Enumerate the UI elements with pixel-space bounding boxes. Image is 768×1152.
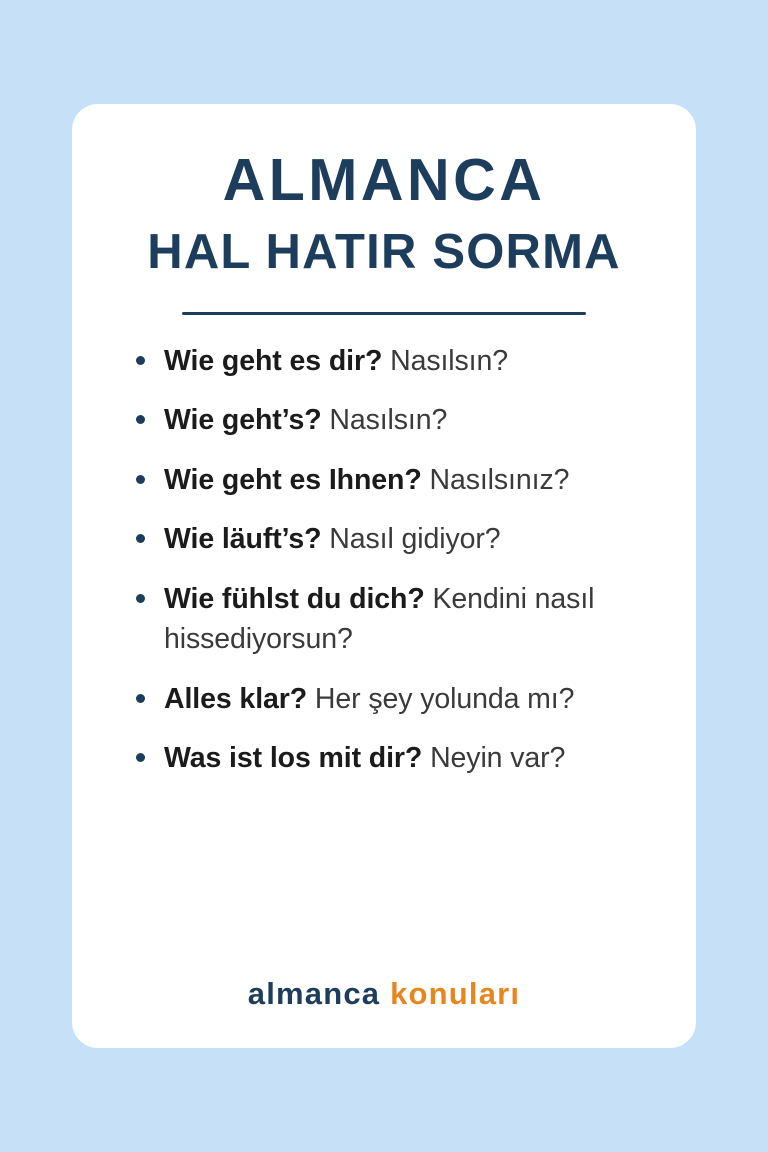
list-item (134, 341, 652, 381)
phrase-turkish: Nasılsınız? (429, 463, 570, 496)
phrase-german: Wie geht’s? (164, 404, 322, 437)
phrase-list (112, 341, 656, 972)
list-item (134, 579, 652, 660)
phrase-german: Wie geht es Ihnen? (164, 463, 422, 496)
list-item (134, 679, 652, 719)
content-card (72, 104, 696, 1048)
phrase-turkish: Her şey yolunda mı? (314, 682, 575, 715)
phrase-german: Was ist los mit dir? (164, 742, 423, 775)
phrase-turkish: Nasıl gidiyor? (329, 523, 501, 556)
bullet-icon (136, 415, 145, 424)
phrase-turkish: Nasılsın? (390, 344, 508, 377)
bullet-icon (136, 753, 145, 762)
phrase-turkish: Neyin var? (430, 742, 566, 775)
phrase-german: Wie geht es dir? (164, 344, 383, 377)
list-item (134, 460, 652, 500)
list-item (134, 519, 652, 559)
phrase-turkish: Kendini nasıl hissediyorsun? (164, 582, 595, 656)
list-item (134, 738, 652, 778)
phrase-turkish: Nasılsın? (329, 404, 448, 437)
bullet-icon (136, 475, 145, 484)
bullet-icon (136, 534, 145, 543)
page-subtitle: HAL HATIR SORMA (147, 224, 621, 279)
bullet-icon (136, 694, 145, 703)
phrase-german: Alles klar? (164, 682, 308, 715)
title-divider (182, 312, 586, 315)
bullet-icon (136, 594, 145, 603)
brand-logo-first: almanca (247, 976, 381, 1011)
list-item (134, 400, 652, 440)
brand-logo (112, 976, 656, 1012)
phrase-german: Wie fühlst du dich? (164, 582, 425, 615)
bullet-icon (136, 356, 145, 365)
page-title: ALMANCA (222, 147, 546, 213)
brand-logo-second: konuları (390, 976, 521, 1011)
phrase-german: Wie läuft’s? (164, 523, 322, 556)
